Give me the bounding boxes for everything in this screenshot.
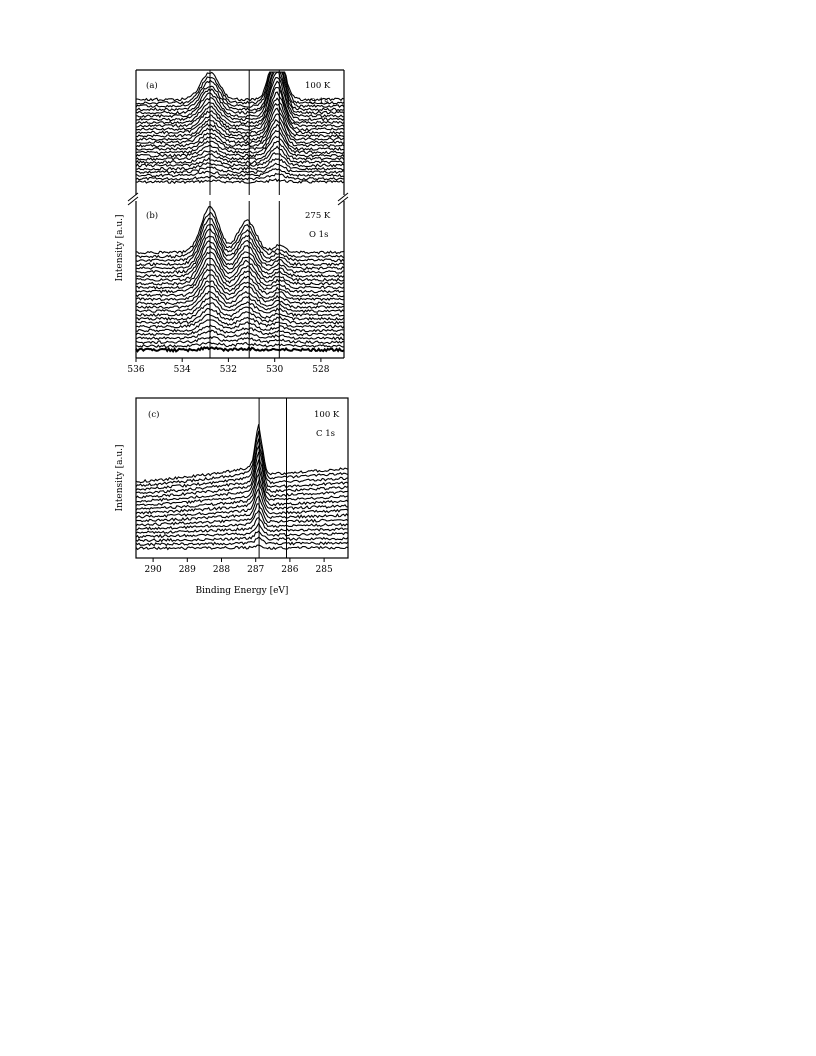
axis-break-right — [338, 193, 348, 205]
x-tick-label-c-287: 287 — [247, 565, 265, 575]
x-axis-label-c: Binding Energy [eV] — [195, 586, 289, 596]
spectrum-b-12 — [136, 286, 344, 309]
panel-c-label: (c) — [148, 410, 160, 420]
spectrum-b-1 — [136, 347, 344, 351]
x-tick-label-b-530: 530 — [266, 365, 284, 375]
x-tick-label-c-289: 289 — [178, 565, 196, 575]
spectrum-c-4 — [136, 523, 348, 538]
panel-a-label: (a) — [146, 81, 158, 91]
panel-a — [136, 70, 344, 195]
y-axis-label-ab: Intensity [a.u.] — [115, 214, 125, 282]
y-axis-label-c: Intensity [a.u.] — [115, 444, 125, 512]
x-tick-label-b-532: 532 — [219, 365, 237, 375]
spectrum-c-1 — [136, 545, 348, 549]
panel-b-label: (b) — [146, 211, 159, 221]
spectrum-a-21 — [136, 72, 344, 117]
panel-c — [136, 398, 348, 575]
panel-c-x-ticks — [145, 558, 333, 575]
spectrum-b-10 — [136, 297, 344, 316]
panel-b-x-ticks — [127, 358, 329, 375]
panel-b-temperature: 275 K — [305, 211, 331, 221]
x-tick-label-c-288: 288 — [212, 565, 231, 575]
x-tick-label-c-286: 286 — [281, 565, 299, 575]
x-tick-label-b-536: 536 — [127, 365, 145, 375]
x-tick-label-b-528: 528 — [312, 365, 330, 375]
panel-c-temperature: 100 K — [314, 410, 340, 420]
panel-a-temperature: 100 K — [305, 81, 331, 91]
panel-b-spectra — [136, 206, 344, 351]
panel-b-core-level: O 1s — [309, 230, 329, 240]
panel-a-core-level: O 1s — [309, 97, 329, 107]
x-tick-label-c-290: 290 — [144, 565, 162, 575]
x-tick-label-b-534: 534 — [173, 365, 191, 375]
spectrum-a-22 — [136, 72, 344, 114]
panel-c-core-level: C 1s — [316, 429, 335, 439]
panel-b — [127, 201, 344, 375]
panel-c-spectra — [136, 424, 348, 549]
x-tick-label-c-285: 285 — [315, 565, 333, 575]
spectrum-c-17 — [136, 431, 348, 487]
